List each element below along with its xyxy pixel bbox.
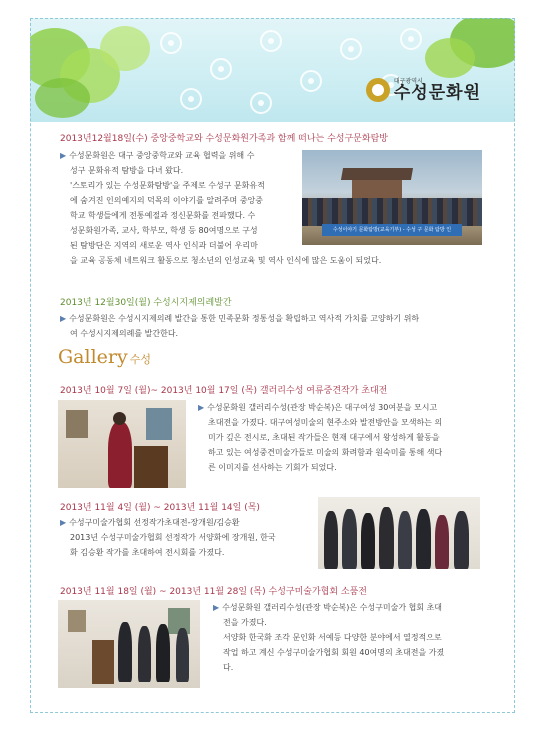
pavilion-body xyxy=(352,180,402,200)
crowd-of-people xyxy=(302,198,482,226)
standing-person xyxy=(361,513,375,569)
podium xyxy=(134,446,168,488)
bullet-arrow-icon: ▶ xyxy=(60,314,67,323)
logo-subtitle: 대구광역시 xyxy=(393,77,423,85)
gallery-logo: Gallery 수성 xyxy=(58,346,151,368)
bullet-arrow-icon: ▶ xyxy=(213,603,220,612)
speaker-head xyxy=(113,412,126,425)
standing-person xyxy=(454,511,469,569)
speaker-person xyxy=(108,422,132,488)
logo-title: 수성문화원 xyxy=(393,82,481,103)
standing-person xyxy=(118,622,132,682)
artists-group-photo xyxy=(318,497,480,569)
standing-person xyxy=(416,509,431,569)
section5-body: ▶ 수성문화원 갤러리수성(관장 박순복)은 수성구미술가 협회 초대 전을 가졌다. 서양화 한국화 조각 문인화 서예등 다양한 분야에서 열정적으로 작업 하고 계신 수성구미술가협회 회원 40여명의 초대전을 가졌 다. xyxy=(213,603,445,672)
section4-title: 2013년 11월 4일 (월) ~ 2013년 11월 14일 (목) xyxy=(60,503,260,513)
wall-painting xyxy=(66,410,88,438)
standing-person xyxy=(379,507,394,569)
section3-body: ▶ 수성문화원 갤러리수성(관장 박순복)은 대구여성 30여분을 모시고 초대전을 가졌다. 대구여성미술의 현주소와 발전방안을 모색하는 의 미가 깊은 전시로, 초대된 작가들은 현재 대구에서 왕성하게 활동을 하고 있는 여성중견미술가들로 미술의 화려함과 원숙미를 통해 색다 른 이미지를 선사하는 기회가 되었다. xyxy=(198,403,443,472)
section1-title: 2013년12월18일(수) 중앙중학교와 수성문화원가족과 함께 떠나는 수성구문화탐방 xyxy=(60,134,388,144)
section3-title: 2013년 10월 7일 (월)~ 2013년 10월 17일 (목) 갤러리수성 여류중견작가 초대전 xyxy=(60,386,388,396)
section5-title: 2013년 11월 18일 (월) ~ 2013년 11월 28일 (목) 수성구미술가협회 소품전 xyxy=(60,587,367,597)
standing-person xyxy=(398,511,412,569)
bullet-arrow-icon: ▶ xyxy=(60,518,67,527)
group-tour-photo xyxy=(302,150,482,245)
standing-person xyxy=(324,511,338,569)
speaker-photo xyxy=(58,400,186,488)
exhibition-opening-photo xyxy=(58,600,200,688)
wall-painting xyxy=(68,610,86,632)
standing-person xyxy=(176,628,189,682)
bullet-arrow-icon: ▶ xyxy=(60,151,67,160)
section1-body-last: 을 교육 공동체 네트워크 활동으로 청소년의 인성교육 및 역사 인식에 많은 도움이 되었다. xyxy=(70,256,382,265)
section1-body: ▶ 수성문화원은 대구 중앙중학교와 교육 협력을 위해 수 성구 문화유적 탐방을 다녀 왔다. '스토리가 있는 수성문화탐방'을 주제로 수성구 문화유적 에 숨겨진 인의예지의 덕목의 이야기를 알려주며 중앙중 학교 학생들에게 전통예절과 정신문화를 전파했다. 수 성문화원가족, 교사, 학부모, 학생 등 80여명으로 구성 된 탐방단은 지역의 새로운 역사 인식과 더불어 우리마 xyxy=(60,151,265,250)
podium xyxy=(92,640,114,684)
bullet-arrow-icon: ▶ xyxy=(198,403,205,412)
event-banner: 수성이야기 문화탐방(교육기부) - 수성 구 문화 탐방 인 xyxy=(322,224,462,236)
section4-body: ▶ 수성구미술가협회 선정작가초대전-장개원/김승환 2013년 수성구미술가협회 선정작가 서양화에 장개원, 한국 화 김승환 작가를 초대하여 전시회를 가졌다. xyxy=(60,518,276,557)
section2-body: ▶ 수성문화원은 수성시지제의례 발간을 통한 민족문화 정통성을 확립하고 역사적 가치를 고양하기 위하 여 수성시지제의례를 발간한다. xyxy=(60,314,420,338)
wall-painting xyxy=(146,408,172,440)
standing-person xyxy=(342,509,357,569)
standing-person xyxy=(435,515,449,569)
section2-title: 2013년 12월30일(월) 수성시지제의례발간 xyxy=(60,298,232,308)
pavilion-roof xyxy=(341,168,413,180)
standing-person xyxy=(156,624,170,682)
standing-person xyxy=(138,626,151,682)
